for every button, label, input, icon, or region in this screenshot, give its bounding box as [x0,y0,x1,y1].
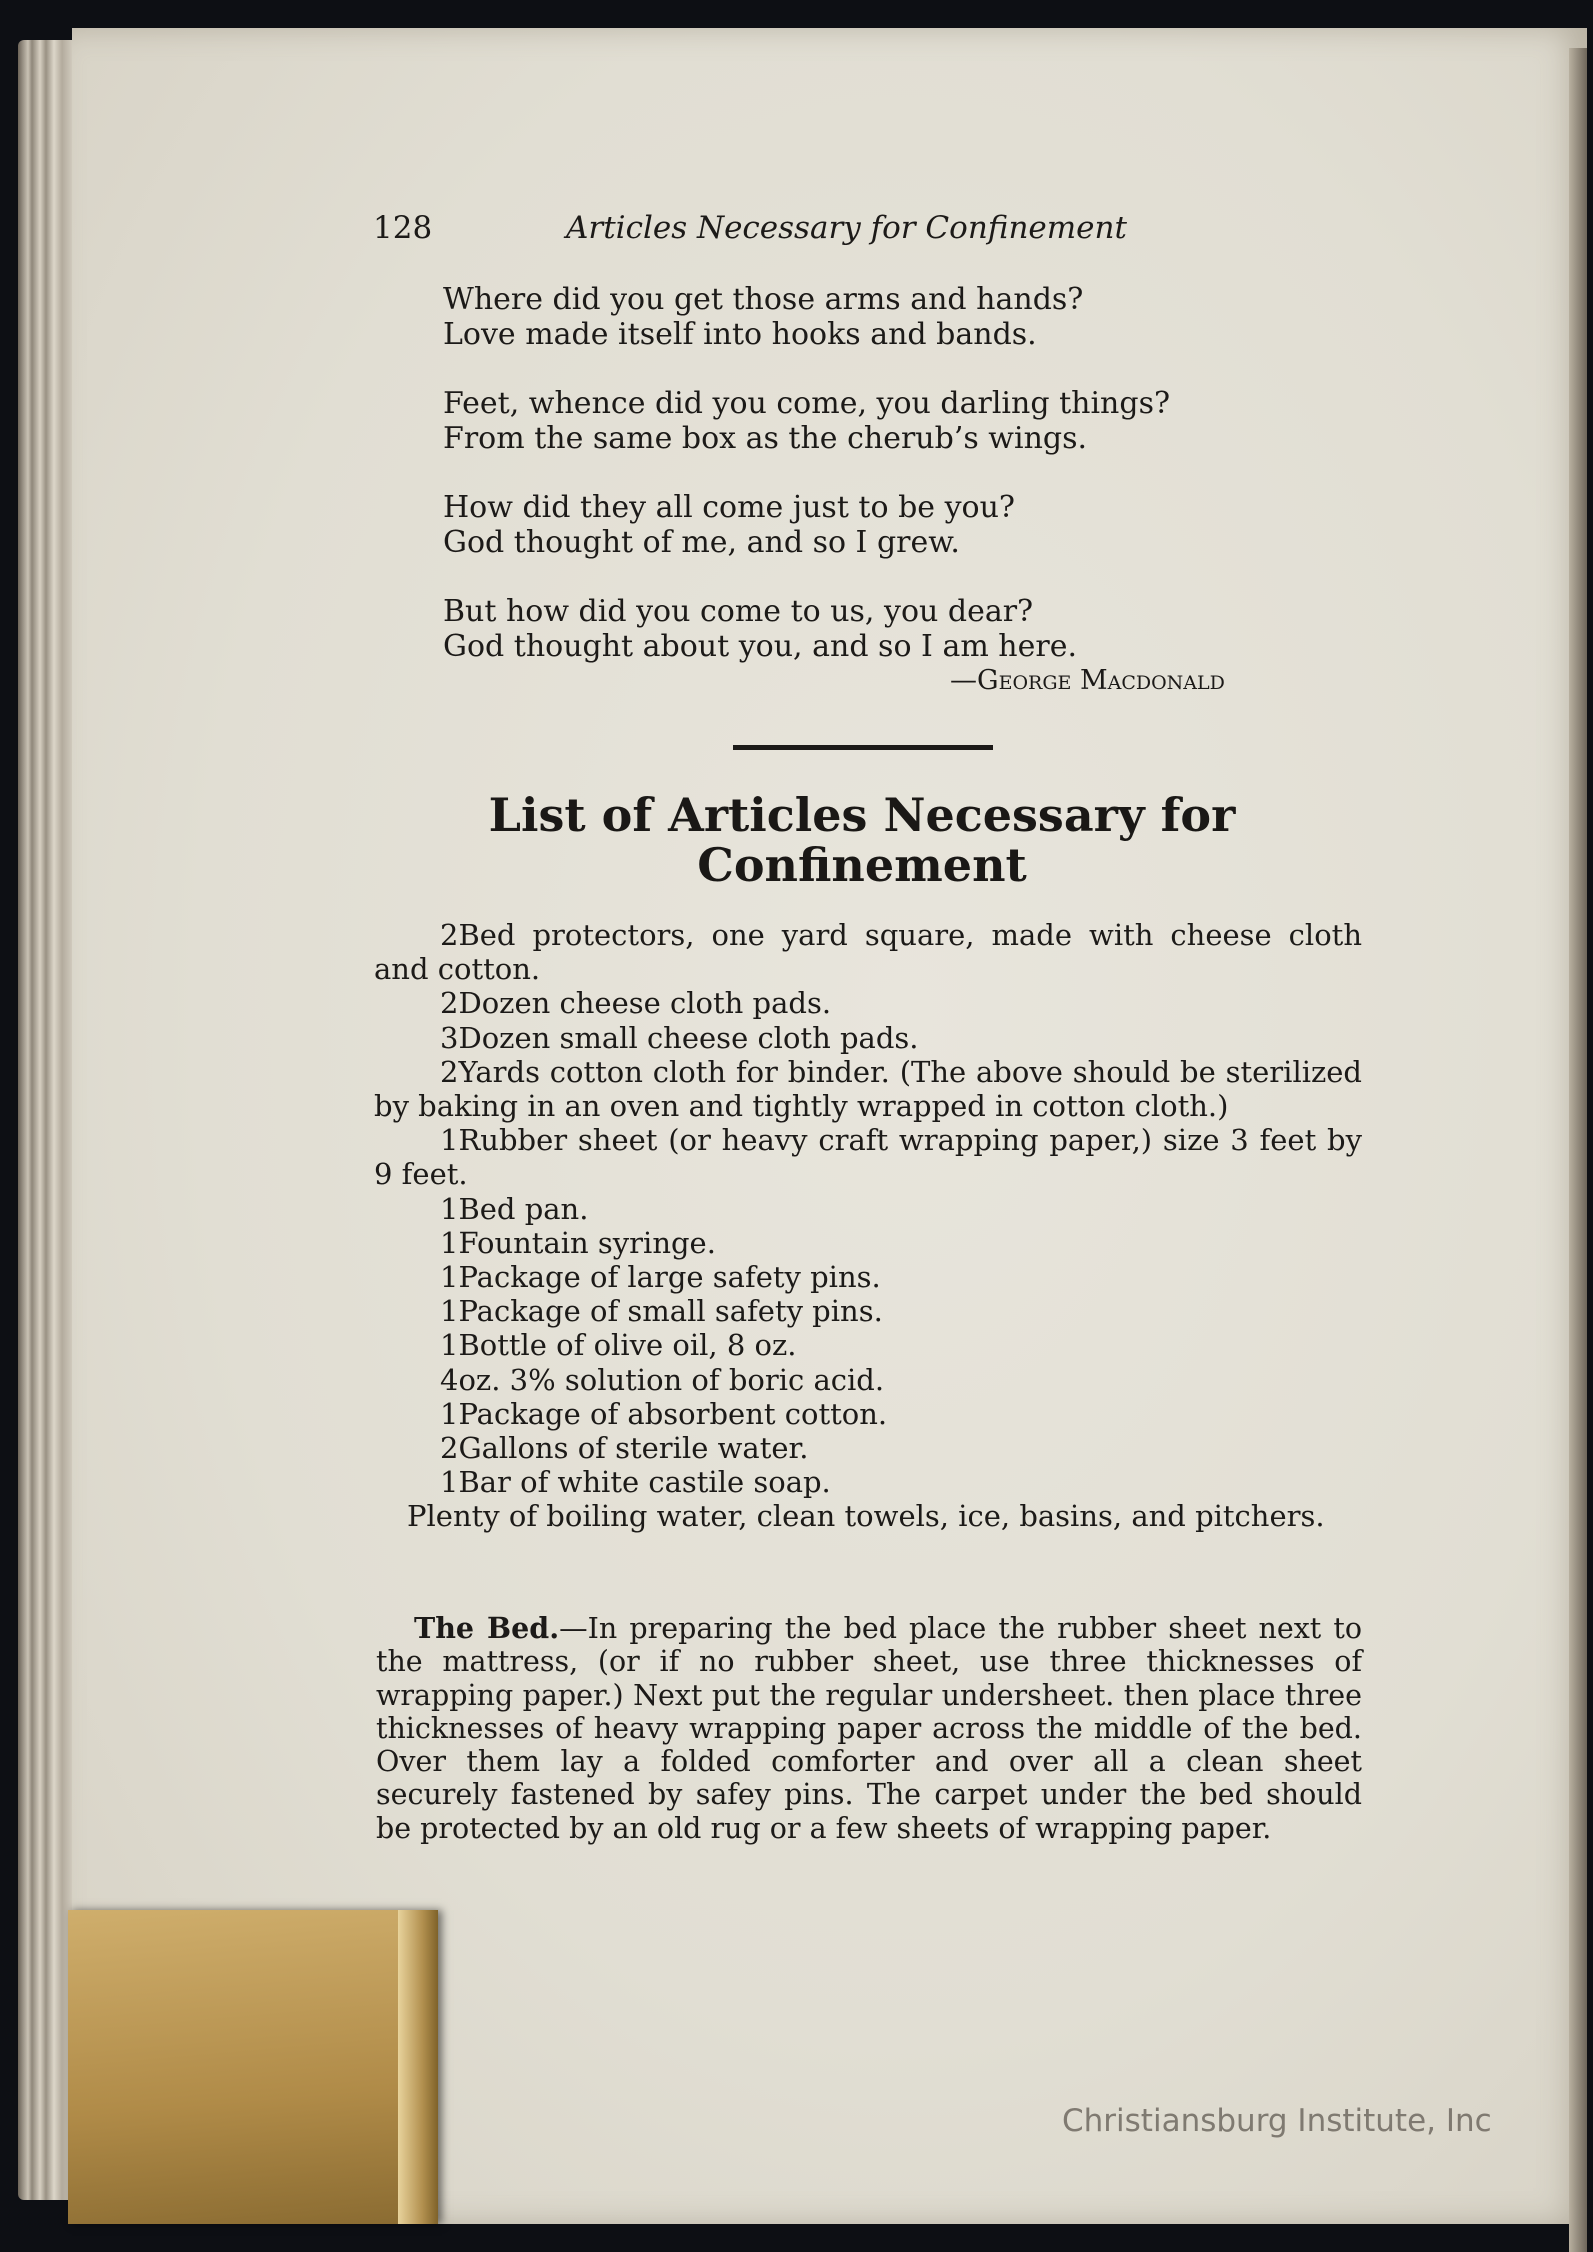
list-item [374,1328,1362,1362]
item-quantity: 1 [440,1225,459,1260]
gold-bookmark [68,1910,438,2224]
poem-line: From the same box as the cherub’s wings. [443,421,1088,456]
item-quantity: 1 [440,1191,459,1226]
list-item [374,1499,1362,1533]
poem [443,282,1343,698]
item-quantity: 2 [440,1054,459,1089]
item-text: Package of absorbent cotton. [458,1396,888,1431]
list-item [374,1021,1362,1055]
item-text: Bed protectors, one yard square, made with cheese cloth and cotton. [374,918,1362,987]
poem-line: How did they all come just to be you? [443,490,1015,525]
item-quantity: 1 [440,1294,459,1329]
list-item [374,1226,1362,1260]
list-item [374,1192,1362,1226]
list-item [374,1294,1362,1328]
item-quantity: 1 [440,1260,459,1295]
item-text: Package of large safety pins. [458,1260,881,1295]
list-item [374,1363,1362,1397]
poem-attribution: —George Macdonald [950,665,1225,696]
list-item [374,1260,1362,1294]
poem-stanza [443,386,1343,456]
poem-stanza [443,594,1343,664]
item-text: oz. 3% solution of boric acid. [458,1362,885,1397]
item-quantity: 2 [440,986,459,1021]
item-text: Rubber sheet (or heavy craft wrapping paper,) size 3 feet by 9 feet. [374,1123,1362,1192]
item-quantity: 1 [440,1396,459,1431]
item-text: Dozen small cheese cloth pads. [458,1020,919,1055]
item-text: Gallons of sterile water. [458,1431,809,1466]
section-title-line: List of Articles Necessary for [488,788,1236,842]
list-item [374,1431,1362,1465]
item-text: Bed pan. [458,1191,589,1226]
poem-line: God thought of me, and so I grew. [443,525,960,560]
list-item [374,1465,1362,1499]
poem-line: Feet, whence did you come, you darling things? [443,386,1171,421]
list-item [374,986,1362,1020]
item-quantity: 1 [440,1123,459,1158]
item-quantity: 1 [440,1328,459,1363]
item-text: Bottle of olive oil, 8 oz. [458,1328,797,1363]
watermark-credit: Christiansburg Institute, Inc [1062,2103,1492,2139]
poem-line: God thought about you, and so I am here. [443,629,1078,664]
poem-stanza [443,282,1343,352]
item-quantity: 2 [440,918,459,952]
list-item [374,1055,1362,1123]
page-gutter-shadow [1569,48,1587,2252]
item-quantity: 1 [440,1465,459,1500]
bed-paragraph [376,1612,1362,1845]
item-text: Plenty of boiling water, clean towels, ice, basins, and pitchers. [407,1499,1325,1534]
running-head-title: Articles Necessary for Confinement [566,210,1127,246]
item-text: Dozen cheese cloth pads. [458,986,832,1021]
section-title [372,790,1352,890]
item-quantity: 4 [440,1362,459,1397]
poem-line: Love made itself into hooks and bands. [443,317,1037,352]
page-number: 128 [373,210,433,246]
item-quantity: 3 [440,1020,459,1055]
section-title-line: Confinement [697,838,1027,892]
list-item [374,1397,1362,1431]
bed-paragraph-lead: The Bed. [414,1611,560,1645]
item-text: Yards cotton cloth for binder. (The above should be sterilized by baking in an oven and tightly wrapped in cotton cloth.) [374,1054,1362,1124]
list-item [374,1123,1362,1191]
bookmark-edge [398,1910,438,2224]
section-divider [733,745,993,750]
poem-line: But how did you come to us, you dear? [443,594,1034,629]
poem-line: Where did you get those arms and hands? [443,282,1084,317]
bed-paragraph-text: —In preparing the bed place the rubber sheet next to the mattress, (or if no rubber sheet, use three thicknesses of wrapping paper.) Next put the regular undersheet. then place three thicknesses of heavy wrapping paper across the middle of the bed. Over them lay a folded comforter and over all a clean sheet securely fastened by safey pins. The carpet under the bed should be protected by an old rug or a few sheets of wrapping paper. [376,1612,1362,1845]
item-text: Package of small safety pins. [458,1294,883,1329]
list-item [374,918,1362,986]
item-quantity: 2 [440,1431,459,1466]
item-text: Fountain syringe. [458,1225,716,1260]
poem-stanza [443,490,1343,560]
articles-list [374,918,1362,1534]
item-text: Bar of white castile soap. [458,1465,831,1500]
bookmark-face [68,1910,398,2224]
